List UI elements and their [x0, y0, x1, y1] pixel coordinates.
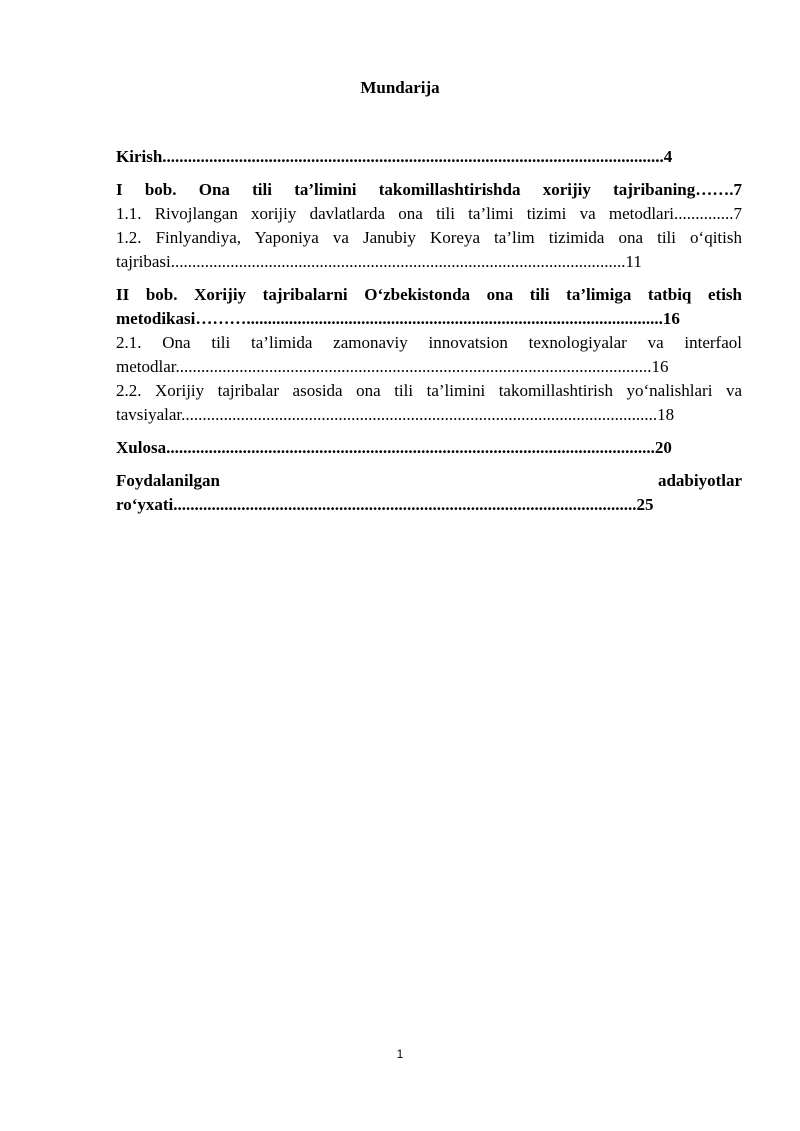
toc-entry-kirish[interactable] [116, 145, 740, 169]
toc-entry-references-line2: ro‘yxati.............................................................................................................25 [116, 495, 654, 514]
toc-entry-kirish-text: Kirish......................................................................................................................4 [116, 147, 673, 166]
toc-entry-references-word-1: Foydalanilgan [116, 471, 220, 490]
toc-entry-section-2-1[interactable] [116, 331, 742, 379]
toc-entry-section-2-1-line1: 2.1. Ona tili ta’limida zamonaviy innovatsion texnologiyalar va interfaol [116, 333, 742, 352]
toc-entry-section-2-2-line1: 2.2. Xorijiy tajribalar asosida ona tili ta’limini takomillashtirish yo‘nalishlari va [116, 381, 742, 400]
toc-entry-section-1-2[interactable] [116, 226, 742, 274]
toc-entry-chapter-2-line2: metodikasi………..................................................................................................16 [116, 309, 680, 328]
toc-entry-references-line1 [116, 469, 742, 493]
page-number: 1 [396, 1047, 404, 1061]
page-title: Mundarija [360, 78, 440, 97]
toc-entry-chapter-2[interactable] [116, 283, 742, 331]
toc-entry-chapter-1[interactable] [116, 178, 742, 202]
toc-entry-section-1-1-text: 1.1. Rivojlangan xorijiy davlatlarda ona tili ta’limi tizimi va metodlari..............7 [116, 204, 742, 223]
toc-entry-xulosa-text: Xulosa...................................................................................................................20 [116, 438, 672, 457]
toc-entry-section-2-2-line2: tavsiyalar................................................................................................................18 [116, 405, 675, 424]
table-of-contents [116, 145, 742, 517]
toc-entry-chapter-1-text: I bob. Ona tili ta’limini takomillashtirishda xorijiy tajribaning…….7 [116, 180, 742, 199]
toc-entry-section-1-2-line1: 1.2. Finlyandiya, Yaponiya va Janubiy Koreya ta’lim tizimida ona tili o‘qitish [116, 228, 742, 247]
toc-entry-section-1-2-line2: tajribasi...........................................................................................................11 [116, 252, 642, 271]
toc-entry-chapter-2-line1: II bob. Xorijiy tajribalarni O‘zbekistonda ona tili ta’limiga tatbiq etish [116, 285, 742, 304]
toc-entry-section-1-1[interactable] [116, 202, 742, 226]
toc-entry-section-2-2[interactable] [116, 379, 742, 427]
toc-entry-references-word-2: adabiyotlar [657, 471, 742, 490]
toc-entry-references[interactable] [116, 469, 742, 517]
toc-entry-xulosa[interactable] [116, 436, 738, 460]
toc-entry-section-2-1-line2: metodlar................................................................................................................16 [116, 357, 669, 376]
